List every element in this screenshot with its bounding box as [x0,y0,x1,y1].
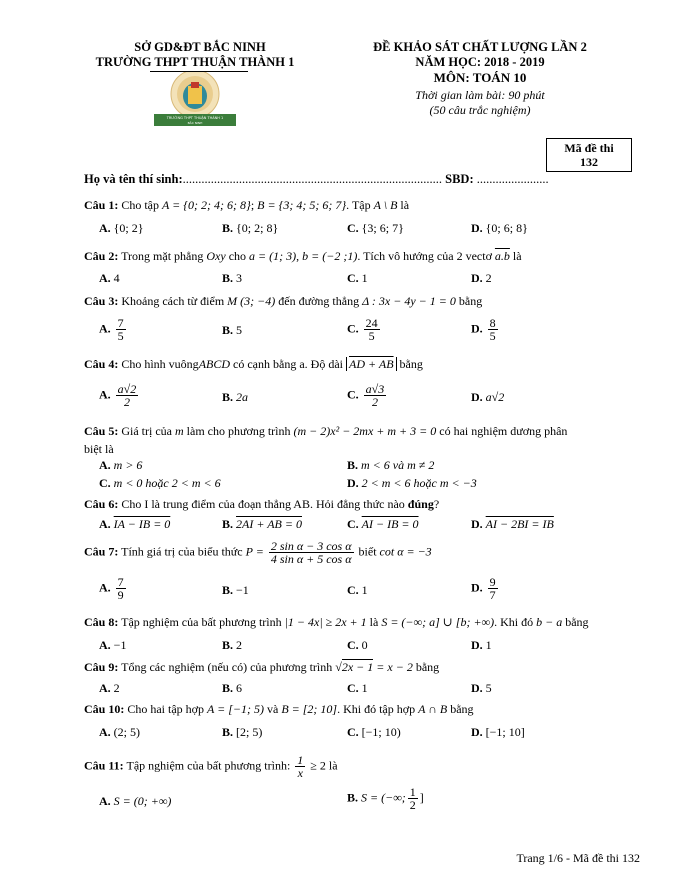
question-text: có hai nghiệm dương phân [439,424,568,438]
question-text: . Khi đó [494,615,534,629]
q3-option-a[interactable] [99,317,128,342]
q9-option-a[interactable] [99,681,120,695]
question-label: Câu 1: [84,198,119,212]
math-expr: 2x − 1 [341,660,374,674]
q2-option-b[interactable] [222,271,242,285]
option-value: 2AI + AB = 0 [236,517,302,531]
q7-option-b[interactable] [222,583,249,597]
option-value: −1 [236,583,249,597]
question-text: Khoảng cách từ điểm [121,294,225,308]
option-letter: A. [99,387,111,402]
math-expr: B = [2; 10] [281,702,338,716]
option-value: [2; 5) [236,725,263,739]
numerator: 1 [409,785,416,799]
sbd-label: SBD: [445,172,474,186]
school-logo [148,72,242,128]
q5-option-a[interactable] [99,458,142,472]
question-label: Câu 7: [84,544,119,559]
question-9 [84,660,439,674]
question-8 [84,615,589,629]
option-value: 1 [485,638,492,652]
q5-option-d[interactable] [347,476,477,490]
question-text: Cho I là trung điểm của đoạn thẳng AB. Hỏi đẳng thức nào [121,497,405,511]
question-2 [84,249,522,263]
math-expr: ≥ 2 [310,758,326,773]
option-letter: C. [347,517,359,531]
fraction [488,317,498,342]
option-value: 1 [361,271,368,285]
option-letter: B. [222,583,234,597]
q7-option-d[interactable] [471,576,500,601]
question-10 [84,702,474,716]
math-expr: ABCD [198,357,231,371]
denominator: 9 [117,588,124,602]
option-value: a√2 [485,390,505,404]
question-label: Câu 2: [84,249,119,263]
fraction [364,317,380,342]
student-info [84,172,549,186]
question-label: Câu 3: [84,294,119,308]
exam-title: ĐỀ KHẢO SÁT CHẤT LƯỢNG LẦN 2 [373,40,587,54]
question-count: (50 câu trắc nghiệm) [429,103,531,117]
fraction [116,317,126,342]
math-expr: = x − 2 [376,660,413,674]
math-expr: b = (−2 ;1) [302,249,358,263]
math-expr: A ∩ B [418,702,448,716]
q2-option-d[interactable] [471,271,492,285]
option-letter: A. [99,321,111,336]
question-text: Trong mặt phẳng [121,249,204,263]
separator: , [296,249,300,263]
q10-option-b[interactable] [222,725,262,739]
math-expr: M (3; −4) [227,294,276,308]
option-letter: D. [471,580,483,595]
q1-option-a[interactable] [99,221,144,235]
q5-option-c[interactable] [99,476,221,490]
q4-option-c[interactable] [347,383,388,408]
denominator: x [297,766,303,780]
question-text: đến đường thẳng [278,294,360,308]
option-letter: B. [347,790,359,805]
math-expr: a = (1; 3) [249,249,297,263]
option-value: 6 [236,681,243,695]
svg-text:TRƯỜNG THPT THUẬN THÀNH 1: TRƯỜNG THPT THUẬN THÀNH 1 [166,116,224,120]
q10-option-d[interactable] [471,725,525,739]
q9-option-b[interactable] [222,681,242,695]
option-value: 2a [236,390,249,404]
sqrt-sign: √ [335,660,342,674]
q11-option-b[interactable] [347,786,424,811]
option-value: IA − IB = 0 [113,517,171,531]
numerator: a√3 [365,382,385,396]
option-value: m > 6 [113,458,143,472]
question-label: Câu 5: [84,424,119,438]
question-text: Tập nghiệm của bất phương trình [121,615,282,629]
option-letter: D. [471,321,483,336]
fraction [295,754,305,779]
fraction [408,786,418,811]
exam-code-value: 132 [580,155,598,169]
option-value: {3; 6; 7} [361,221,404,235]
sbd-dots: ....................... [476,172,549,186]
question-text: là [328,758,338,773]
question-text: Giá trị của [121,424,172,438]
question-label: Câu 11: [84,758,124,773]
option-letter: C. [347,681,359,695]
question-5-continuation: biệt là [84,442,114,456]
option-letter: C. [347,221,359,235]
option-letter: A. [99,794,111,808]
option-value: 2 [113,681,120,695]
q6-option-b[interactable] [222,517,302,531]
name-label: Họ và tên thí sinh: [84,172,183,186]
separator: ; [250,198,255,212]
denominator: 2 [123,395,130,409]
q10-option-a[interactable] [99,725,140,739]
question-text: cho [228,249,247,263]
exam-code-label: Mã đề thi [564,141,614,155]
q11-option-a[interactable] [99,794,171,808]
option-value: 0 [361,638,368,652]
question-text: là [512,249,522,263]
q4-option-a[interactable] [99,383,140,408]
numerator: 24 [365,316,378,330]
math-expr: |1 − 4x| ≥ 2x + 1 [284,615,367,629]
question-text: biết [358,544,377,559]
option-letter: D. [471,517,483,531]
question-4 [84,357,423,371]
question-7 [84,540,432,565]
q7-option-c[interactable] [347,583,368,597]
q1-option-b[interactable] [222,221,278,235]
option-value: (2; 5) [113,725,140,739]
denominator: 5 [368,329,375,343]
school-department: SỞ GD&ĐT BẮC NINH [134,40,266,54]
q9-option-d[interactable] [471,681,492,695]
option-letter: A. [99,638,111,652]
question-label: Câu 4: [84,357,119,371]
fraction [116,383,139,408]
numerator: 7 [117,316,124,330]
option-value: 5 [236,323,243,337]
option-letter: D. [471,681,483,695]
q6-option-d[interactable] [471,517,554,531]
math-expr: AD + AB [346,357,397,371]
fraction [116,576,126,601]
fraction [488,576,498,601]
option-value: S = (0; +∞) [113,794,172,808]
option-letter: D. [471,638,483,652]
question-text: . Khi đó tập hợp [337,702,416,716]
option-letter: C. [347,271,359,285]
option-value: {0; 2} [113,221,144,235]
math-expr: B = {3; 4; 5; 6; 7} [257,198,347,212]
option-value: [−1; 10) [361,725,401,739]
q8-option-b[interactable] [222,638,242,652]
option-value: 2 < m < 6 hoặc m < −3 [361,476,477,490]
math-expr: S = (−∞; a] ∪ [b; +∞) [381,615,495,629]
q5-option-b[interactable] [347,458,434,472]
math-expr: m [175,424,184,438]
option-letter: A. [99,221,111,235]
name-dots: ................................................................................... [182,172,443,186]
option-value: m < 0 hoặc 2 < m < 6 [113,476,221,490]
question-text: Cho tập [121,198,160,212]
option-letter: A. [99,580,111,595]
option-letter: C. [347,725,359,739]
option-letter: B. [222,323,234,337]
question-text: Cho hình vuông [121,357,199,371]
option-letter: C. [347,583,359,597]
option-value: AI − IB = 0 [361,517,419,531]
question-text: . Tích vô hướng của 2 vectơ [357,249,492,263]
emphasis: đúng [407,497,434,511]
q8-option-a[interactable] [99,638,126,652]
option-value: 1 [361,583,368,597]
q8-option-d[interactable] [471,638,492,652]
exam-code-box [546,138,632,172]
q3-option-b[interactable] [222,323,242,337]
denominator: 2 [371,395,378,409]
option-value: {0; 2; 8} [236,221,279,235]
denominator: 5 [117,329,124,343]
question-6 [84,497,439,511]
option-letter: A. [99,517,111,531]
option-value: S = (−∞; [361,790,406,805]
math-expr: (m − 2)x² − 2mx + m + 3 = 0 [293,424,437,438]
option-letter: C. [99,476,111,490]
math-expr: a.b [494,249,510,263]
question-text: Tổng các nghiệm (nếu có) của phương trình [121,660,333,674]
q2-option-c[interactable] [347,271,368,285]
option-letter: D. [471,221,483,235]
option-letter: B. [347,458,359,472]
q3-option-c[interactable] [347,317,382,342]
q2-option-a[interactable] [99,271,120,285]
denominator: 2 [409,798,416,812]
option-value: 1 [361,681,368,695]
question-label: Câu 6: [84,497,119,511]
option-letter: B. [222,681,234,695]
question-text: bằng [450,702,474,716]
numerator: 9 [489,575,496,589]
question-text: bằng [415,660,440,674]
question-text: bằng [458,294,483,308]
numerator: 2 sin α − 3 cos α [270,539,352,553]
option-letter: A. [99,458,111,472]
math-expr: A = [−1; 5) [207,702,264,716]
option-letter: D. [471,271,483,285]
school-name: TRƯỜNG THPT THUẬN THÀNH 1 [95,55,295,69]
math-expr: P = [245,544,264,559]
fraction [269,540,354,565]
school-year: NĂM HỌC: 2018 - 2019 [415,55,545,69]
fraction [364,383,387,408]
page-footer: Trang 1/6 - Mã đề thi 132 [516,851,640,865]
option-value: [−1; 10] [485,725,525,739]
subject: MÔN: TOÁN 10 [433,70,527,85]
q6-option-c[interactable] [347,517,419,531]
q1-option-d[interactable] [471,221,528,235]
math-expr: A = {0; 2; 4; 6; 8} [162,198,251,212]
numerator: a√2 [117,382,137,396]
math-expr: Oxy [206,249,226,263]
question-3 [84,294,482,308]
question-text: Cho hai tập hợp [127,702,205,716]
option-letter: A. [99,681,111,695]
option-letter: B. [222,725,234,739]
option-letter: D. [347,476,359,490]
option-letter: D. [471,390,483,404]
question-text: có cạnh bằng a. Độ dài [233,357,343,371]
q7-option-a[interactable] [99,576,128,601]
svg-text:BẮC NINH: BẮC NINH [187,121,203,125]
question-text: và [267,702,279,716]
option-letter: B. [222,271,234,285]
q10-option-c[interactable] [347,725,401,739]
option-letter: A. [99,271,111,285]
numerator: 7 [117,575,124,589]
q4-option-d[interactable] [471,390,504,404]
math-expr: b − a [536,615,563,629]
option-letter: B. [222,390,234,404]
option-letter: D. [471,725,483,739]
question-text: là [369,615,379,629]
option-letter: C. [347,638,359,652]
option-value: AI − 2BI = IB [485,517,554,531]
math-expr: cot α = −3 [379,544,432,559]
option-letter: B. [222,517,234,531]
option-letter: B. [222,638,234,652]
numerator: 1 [297,753,304,767]
question-text: . Tập [346,198,371,212]
option-value: 5 [485,681,492,695]
question-text: Tập nghiệm của bất phương trình: [126,758,291,773]
denominator: 5 [489,329,496,343]
question-text: bằng [565,615,589,629]
option-value: 2 [236,638,243,652]
question-text: là [400,198,410,212]
option-letter: A. [99,725,111,739]
exam-time: Thời gian làm bài: 90 phút [415,88,545,102]
option-value: 3 [236,271,243,285]
question-1 [84,198,409,212]
q6-option-a[interactable] [99,517,170,531]
question-text: Tính giá trị của biểu thức [121,544,243,559]
q3-option-d[interactable] [471,317,500,342]
q8-option-c[interactable] [347,638,368,652]
option-value: m < 6 và m ≠ 2 [361,458,435,472]
question-text: ? [433,497,440,511]
q1-option-c[interactable] [347,221,404,235]
question-text: làm cho phương trình [186,424,291,438]
numerator: 8 [489,316,496,330]
q9-option-c[interactable] [347,681,368,695]
question-label: Câu 9: [84,660,119,674]
math-expr: Δ : 3x − 4y − 1 = 0 [362,294,456,308]
question-label: Câu 10: [84,702,125,716]
option-letter: C. [347,321,359,336]
question-5 [84,424,567,438]
option-value: −1 [113,638,127,652]
question-11 [84,754,338,779]
option-value: {0; 6; 8} [485,221,528,235]
math-expr: A \ B [373,198,398,212]
option-value: ] [419,790,424,805]
denominator: 4 sin α + 5 cos α [270,552,352,566]
option-value: 4 [113,271,120,285]
q4-option-b[interactable] [222,390,248,404]
question-label: Câu 8: [84,615,119,629]
question-text: bằng [399,357,423,371]
denominator: 7 [489,588,496,602]
option-letter: B. [222,221,234,235]
option-value: 2 [485,271,492,285]
option-letter: C. [347,387,359,402]
